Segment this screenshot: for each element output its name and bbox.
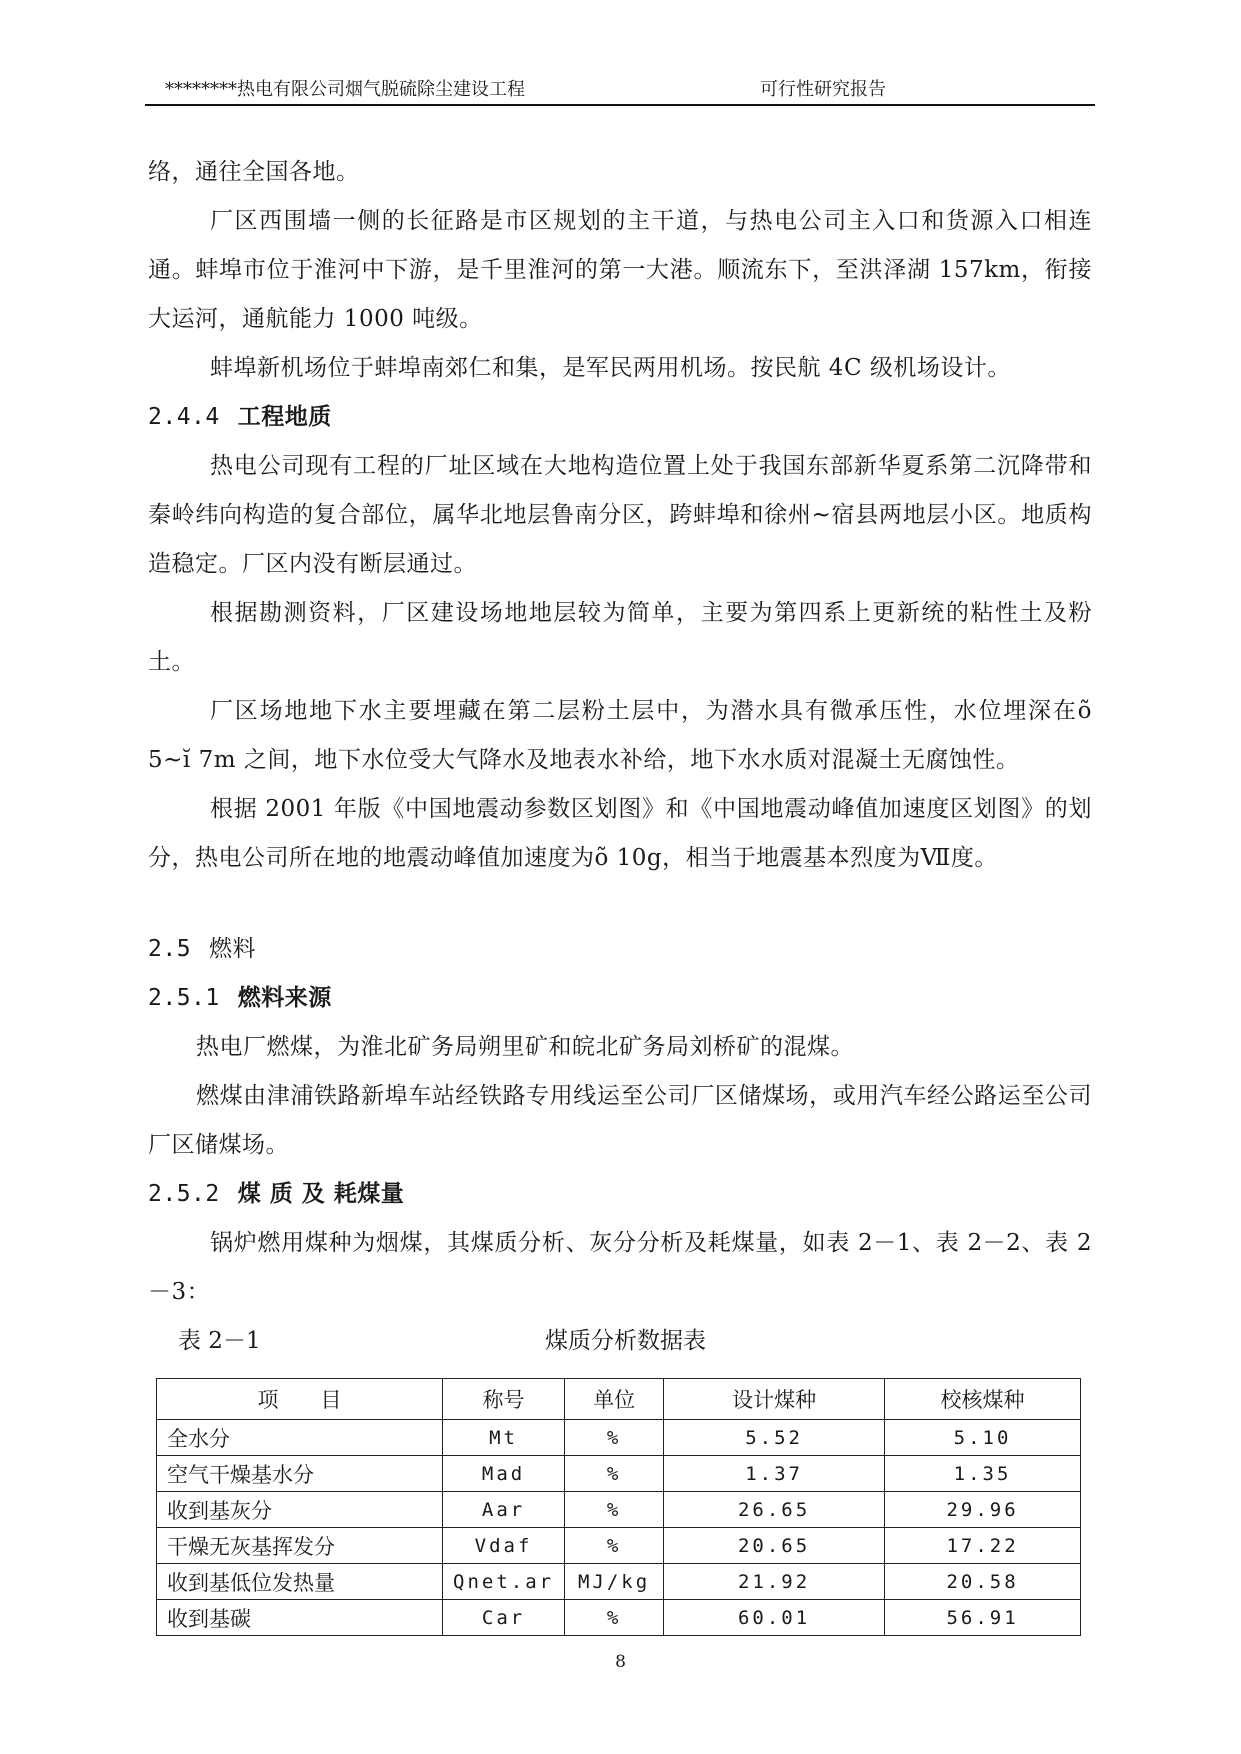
column-header: 校核煤种: [885, 1379, 1081, 1420]
paragraph: 锅炉燃用煤种为烟煤，其煤质分析、灰分分析及耗煤量，如表 2－1、表 2－2、表 2－3：: [148, 1230, 1092, 1305]
table-cell: %: [565, 1528, 664, 1564]
paragraph: 蚌埠新机场位于蚌埠南郊仁和集，是军民两用机场。按民航 4C 级机场设计。: [210, 355, 1011, 381]
section-number: 2.5.2: [148, 1181, 220, 1207]
table-cell: 干燥无灰基挥发分: [157, 1528, 443, 1564]
table-cell: %: [565, 1456, 664, 1492]
paragraph: 根据 2001 年版《中国地震动参数区划图》和《中国地震动峰值加速度区划图》的划分，热电公司所在地的地震动峰值加速度为õ 10g，相当于地震基本烈度为Ⅶ度。: [148, 796, 1092, 871]
table-cell: 21.92: [664, 1564, 885, 1600]
paragraph: 根据勘测资料，厂区建设场地地层较为简单，主要为第四系上更新统的粘性土及粉土。: [148, 600, 1092, 675]
table-cell: %: [565, 1420, 664, 1456]
paragraph: 厂区场地地下水主要埋藏在第二层粉土层中，为潜水具有微承压性，水位埋深在õ 5~ĭ 7m 之间，地下水位受大气降水及地表水补给，地下水水质对混凝土无腐蚀性。: [148, 698, 1092, 773]
paragraph: 燃煤由津浦铁路新埠车站经铁路专用线运至公司厂区储煤场，或用汽车经公路运至公司厂区储煤场。: [148, 1083, 1092, 1158]
table-cell: 全水分: [157, 1420, 443, 1456]
table-row: [157, 1600, 1081, 1636]
table-cell: 收到基灰分: [157, 1492, 443, 1528]
paragraph: 热电公司现有工程的厂址区域在大地构造位置上处于我国东部新华夏系第二沉降带和秦岭纬向构造的复合部位，属华北地层鲁南分区，跨蚌埠和徐州~宿县两地层小区。地质构造稳定。厂区内没有断层通过。: [148, 453, 1092, 577]
table-cell: 20.65: [664, 1528, 885, 1564]
table-cell: %: [565, 1492, 664, 1528]
table-cell: Mt: [443, 1420, 565, 1456]
table-row: [157, 1456, 1081, 1492]
column-header: 单位: [565, 1379, 664, 1420]
table-cell: 20.58: [885, 1564, 1081, 1600]
header-rule: [145, 104, 1095, 106]
section-title: 燃料来源: [237, 985, 332, 1011]
table-cell: 1.37: [664, 1456, 885, 1492]
table-cell: 29.96: [885, 1492, 1081, 1528]
table-cell: Vdaf: [443, 1528, 565, 1564]
column-header: 设计煤种: [664, 1379, 885, 1420]
section-number: 2.5: [148, 936, 192, 962]
coal-quality-table: [156, 1378, 1081, 1636]
table-header-row: [157, 1379, 1081, 1420]
section-heading-2-5: [148, 925, 1092, 974]
table-row: [157, 1564, 1081, 1600]
section-number: 2.4.4: [148, 404, 220, 430]
table-cell: MJ/kg: [565, 1564, 664, 1600]
spacer: [148, 883, 1092, 925]
table-title: 煤质分析数据表: [545, 1328, 706, 1354]
table-cell: %: [565, 1600, 664, 1636]
table-cell: 1.35: [885, 1456, 1081, 1492]
table-cell: 56.91: [885, 1600, 1081, 1636]
table-cell: 空气干燥基水分: [157, 1456, 443, 1492]
page-number: 8: [615, 1652, 626, 1672]
paragraph: 热电厂燃煤，为淮北矿务局朔里矿和皖北矿务局刘桥矿的混煤。: [196, 1034, 854, 1060]
header-report-type: 可行性研究报告: [760, 79, 886, 100]
section-number: 2.5.1: [148, 985, 220, 1011]
section-heading-2-4-4: [148, 393, 1092, 442]
section-title: 煤 质 及 耗煤量: [237, 1181, 405, 1207]
table-cell: 收到基低位发热量: [157, 1564, 443, 1600]
column-header: 项 目: [157, 1379, 443, 1420]
table-cell: 60.01: [664, 1600, 885, 1636]
table-cell: 26.65: [664, 1492, 885, 1528]
header-project-title: ********热电有限公司烟气脱硫除尘建设工程: [165, 79, 525, 100]
table-cell: Mad: [443, 1456, 565, 1492]
table-cell: Car: [443, 1600, 565, 1636]
table-row: [157, 1420, 1081, 1456]
section-heading-2-5-1: [148, 974, 1092, 1023]
table-cell: 收到基碳: [157, 1600, 443, 1636]
table-cell: 17.22: [885, 1528, 1081, 1564]
table-cell: 5.52: [664, 1420, 885, 1456]
table-number: 表 2－1: [178, 1328, 261, 1354]
paragraph: 络，通往全国各地。: [148, 159, 360, 185]
page-header: [145, 75, 1095, 103]
table-row: [157, 1492, 1081, 1528]
table-caption: [148, 1317, 1092, 1365]
table-row: [157, 1528, 1081, 1564]
section-heading-2-5-2: [148, 1170, 1092, 1219]
document-body: [148, 148, 1092, 1365]
section-title: 工程地质: [237, 404, 332, 430]
table-cell: Qnet.ar: [443, 1564, 565, 1600]
column-header: 称号: [443, 1379, 565, 1420]
paragraph: 厂区西围墙一侧的长征路是市区规划的主干道，与热电公司主入口和货源入口相连通。蚌埠市位于淮河中下游，是千里淮河的第一大港。顺流东下，至洪泽湖 157km，衔接大运河，通航能力 1000 吨级。: [148, 208, 1092, 332]
table-cell: Aar: [443, 1492, 565, 1528]
table-cell: 5.10: [885, 1420, 1081, 1456]
section-title: 燃料: [209, 936, 257, 962]
